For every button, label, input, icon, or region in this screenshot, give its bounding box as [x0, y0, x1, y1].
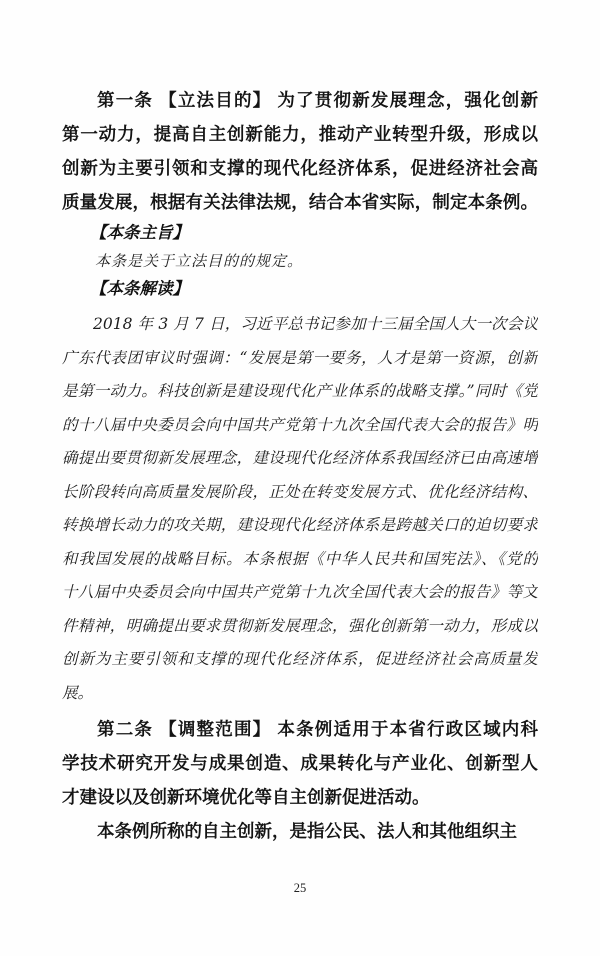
text-line: 展。 — [62, 683, 94, 702]
text-line: 第一动力，提高自主创新能力，推动产业转型升级，形成以 — [62, 124, 538, 144]
text-line: 确提出要贯彻新发展理念，建设现代化经济体系我国经济已由高速增 — [62, 449, 538, 467]
text-line: 学技术研究开发与成果创造、成果转化与产业化、创新型人 — [62, 753, 538, 773]
text-line: 转换增长动力的攻关期，建设现代化经济体系是跨越关口的迫切要求 — [62, 516, 538, 534]
text-line: 是第一动力。科技创新是建设现代化产业体系的战略支撑。”同时《党 — [62, 382, 538, 400]
text-line: 质量发展，根据有关法律法规，结合本省实际，制定本条例。 — [62, 192, 538, 212]
subject-header: 【本条主旨】 — [90, 223, 189, 242]
text-line: 创新为主要引领和支撑的现代化经济体系，促进经济社会高 — [62, 158, 538, 178]
text-line: 件精神，明确提出要求贯彻新发展理念，强化创新第一动力，形成以 — [62, 616, 538, 635]
text-line: 十八届中央委员会向中国共产党第十九次全国代表大会的报告》等文 — [62, 583, 538, 601]
text-line: 第二条 【调整范围】 本条例适用于本省行政区域内科 — [97, 719, 538, 739]
interpretation-header: 【本条解读】 — [90, 279, 189, 298]
subject-body: 本条是关于立法目的的规定。 — [95, 252, 304, 270]
text-line: 的十八届中央委员会向中国共产党第十九次全国代表大会的报告》明 — [62, 415, 538, 434]
text-line: 创新为主要引领和支撑的现代化经济体系，促进经济社会高质量发 — [62, 650, 538, 668]
article-2-paragraph — [62, 712, 538, 814]
article-2-continuation-paragraph — [62, 814, 538, 848]
page-number: 25 — [293, 881, 307, 895]
text-line: 和我国发展的战略目标。本条根据《中华人民共和国宪法》、《党的 — [62, 549, 538, 568]
text-line: 长阶段转向高质量发展阶段，正处在转变发展方式、优化经济结构、 — [62, 482, 538, 501]
text-line: 广东代表团审议时强调：“发展是第一要务，人才是第一资源，创新 — [62, 348, 538, 367]
interpretation-paragraph — [62, 308, 538, 710]
article-1-paragraph — [62, 83, 538, 219]
text-line: 才建设以及创新环境优化等自主创新促进活动。 — [62, 787, 430, 807]
text-line: 2018 年 3 月 7 日，习近平总书记参加十三届全国人大一次会议 — [93, 315, 538, 333]
text-line: 本条例所称的自主创新，是指公民、法人和其他组织主 — [97, 821, 517, 841]
text-line: 第一条 【立法目的】 为了贯彻新发展理念，强化创新 — [97, 90, 538, 110]
